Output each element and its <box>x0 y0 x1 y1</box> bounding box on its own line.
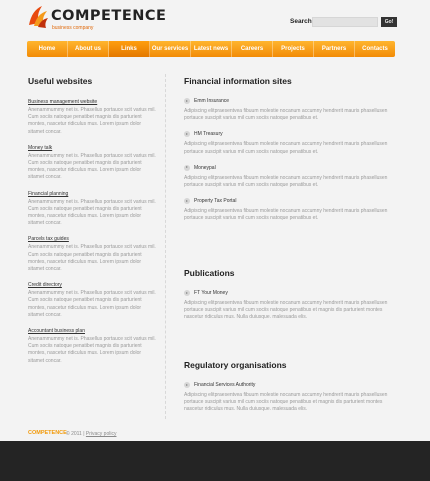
regulatory-title: Regulatory organisations <box>184 360 287 370</box>
nav-item-services[interactable]: Our services <box>150 41 191 57</box>
footer <box>0 441 430 481</box>
nav-item-projects[interactable]: Projects <box>273 41 314 57</box>
entry-link[interactable]: Financial Services Authority <box>194 382 256 388</box>
entry-description: Adipiscing elitpraesentvea fibuum molestie nocanum accumny hendrerit mauris phasellusen portauce suscipit varius mil cum sociis natoque penatibus et. <box>184 141 388 155</box>
search-button[interactable]: Go! <box>381 17 397 27</box>
logo-subtitle: business company <box>52 25 94 31</box>
circle-arrow-icon <box>184 382 190 388</box>
list-item <box>184 98 396 122</box>
nav-item-home[interactable]: Home <box>27 41 68 57</box>
circle-arrow-icon <box>184 98 190 104</box>
list-item <box>28 145 156 182</box>
financial-section <box>184 76 396 232</box>
site-link[interactable]: Financial planning <box>28 190 69 197</box>
entry-link[interactable]: Emm Insurance <box>194 98 230 104</box>
list-item <box>28 236 156 273</box>
nav-item-contacts[interactable]: Contacts <box>362 46 388 52</box>
list-item <box>184 382 396 414</box>
list-item <box>184 165 396 189</box>
site-description: Anenammummy net is. Phasellus portauce scit varius mil. Cum sociis natoque penatibet magnis dis parturient montes, nascetur ridiculus mus. Lorem ipsum dolor sitamet concar. <box>28 152 156 181</box>
copyright-text: © 2011 | <box>66 431 85 437</box>
useful-websites-title: Useful websites <box>28 76 93 86</box>
site-link[interactable]: Accountant business plan <box>28 328 85 335</box>
circle-arrow-icon <box>184 131 190 137</box>
entry-description: Adipiscing elitpraesentvea fibuum molestie nocanum accumny hendrerit mauris phasellusen portauce suscipit varius mil cum sociis natoque penatibus et magnis dis parturient montes nascetur ridiculus mus. Nulla duiusque. malesuada elis. <box>184 392 388 413</box>
site-description: Anenammummy net is. Phasellus portauce scit varius mil. Cum sociis natoque penatibet magnis dis parturient montes, nascetur ridiculus mus. Lorem ipsum dolor sitamet concar. <box>28 107 156 135</box>
list-item <box>28 328 156 365</box>
site-description: Anenammummy net is. Phasellus portauce scit varius mil. Cum sociis natoque penatibet magnis dis parturient montes, nascetur ridiculus mus. Lorem ipsum dolor sitamet concar. <box>28 290 156 318</box>
regulatory-section <box>184 360 396 423</box>
search-label: Search <box>290 18 312 25</box>
site-link[interactable]: Parcels tax guides <box>28 236 69 243</box>
footer-copyright <box>66 431 116 437</box>
entry-link[interactable]: Moneypal <box>194 164 216 171</box>
circle-arrow-icon <box>184 198 190 204</box>
entry-description: Adipiscing elitpraesentvea fibuum molestie nocanum accumny hendrerit mauris phasellusen portauce suscipit varius mil cum sociis natoque penatibus et. <box>184 174 388 189</box>
column-divider <box>165 74 166 419</box>
header <box>0 0 430 40</box>
footer-brand[interactable]: COMPETENCE <box>28 430 67 436</box>
entry-description: Adipiscing elitpraesentvea fibuum molestie nocanum accumny hendrerit mauris phasellusen portauce suscipit varius mil cum sociis natoque penatibus et. <box>184 108 388 122</box>
entry-link[interactable]: HM Treasury <box>194 131 223 138</box>
list-item <box>184 131 396 155</box>
site-link[interactable]: Business management website <box>28 99 98 105</box>
privacy-policy-link[interactable]: Privacy policy <box>85 431 117 437</box>
list-item <box>184 198 396 222</box>
site-link[interactable]: Credit directory <box>28 282 62 289</box>
list-item <box>184 290 396 322</box>
site-description: Anenammummy net is. Phasellus portauce scit varius mil. Cum sociis natoque penatibet magnis dis parturient montes, nascetur ridiculus mus. Lorem ipsum dolor sitamet concar. <box>28 336 156 364</box>
nav-item-links[interactable]: Links <box>109 41 150 57</box>
circle-arrow-icon <box>184 290 190 296</box>
nav-item-about[interactable]: About us <box>68 41 109 57</box>
financial-title: Financial information sites <box>184 76 292 86</box>
circle-arrow-icon <box>184 165 190 171</box>
entry-link[interactable]: FT Your Money <box>194 290 228 296</box>
site-description: Anenammummy net is. Phasellus portauce scit varius mil. Cum sociis natoque penatibet magnis dis parturient montes, nascetur ridiculus mus. Lorem ipsum dolor sitamet concar. <box>28 244 156 273</box>
nav-item-partners[interactable]: Partners <box>314 41 355 57</box>
entry-description: Adipiscing elitpraesentvea fibuum molestie nocanum accumny hendrerit mauris phasellusen portauce suscipit varius mil cum sociis natoque penatibus et. <box>184 208 388 222</box>
search-input[interactable] <box>312 17 378 27</box>
nav-item-careers[interactable]: Careers <box>232 41 273 57</box>
list-item <box>28 282 156 319</box>
site-description: Anenammummy net is. Phasellus portauce scit varius mil. Cum sociis natoque penatibet magnis dis parturient montes, nascetur ridiculus mus. Lorem ipsum dolor sitamet concar. <box>28 198 156 227</box>
entry-link[interactable]: Property Tax Portal <box>194 198 237 205</box>
list-item <box>28 191 156 228</box>
list-item <box>28 99 156 136</box>
entry-description: Adipiscing elitpraesentvea fibuum molestie nocanum accumny hendrerit mauris phasellusen portauce suscipit varius mil cum sociis natoque penatibus et magnis dis parturient montes nascetur ridiculus mus. Nulla duiusque. malesuada elis. <box>184 300 388 321</box>
useful-websites-column <box>28 76 156 374</box>
nav-item-news[interactable]: Latest news <box>191 41 232 57</box>
logo-title[interactable]: COMPETENCE <box>51 8 167 24</box>
publications-section <box>184 268 396 331</box>
publications-title: Publications <box>184 268 235 278</box>
logo-icon[interactable] <box>27 5 49 29</box>
site-link[interactable]: Money talk <box>28 144 53 151</box>
main-nav <box>27 41 395 57</box>
